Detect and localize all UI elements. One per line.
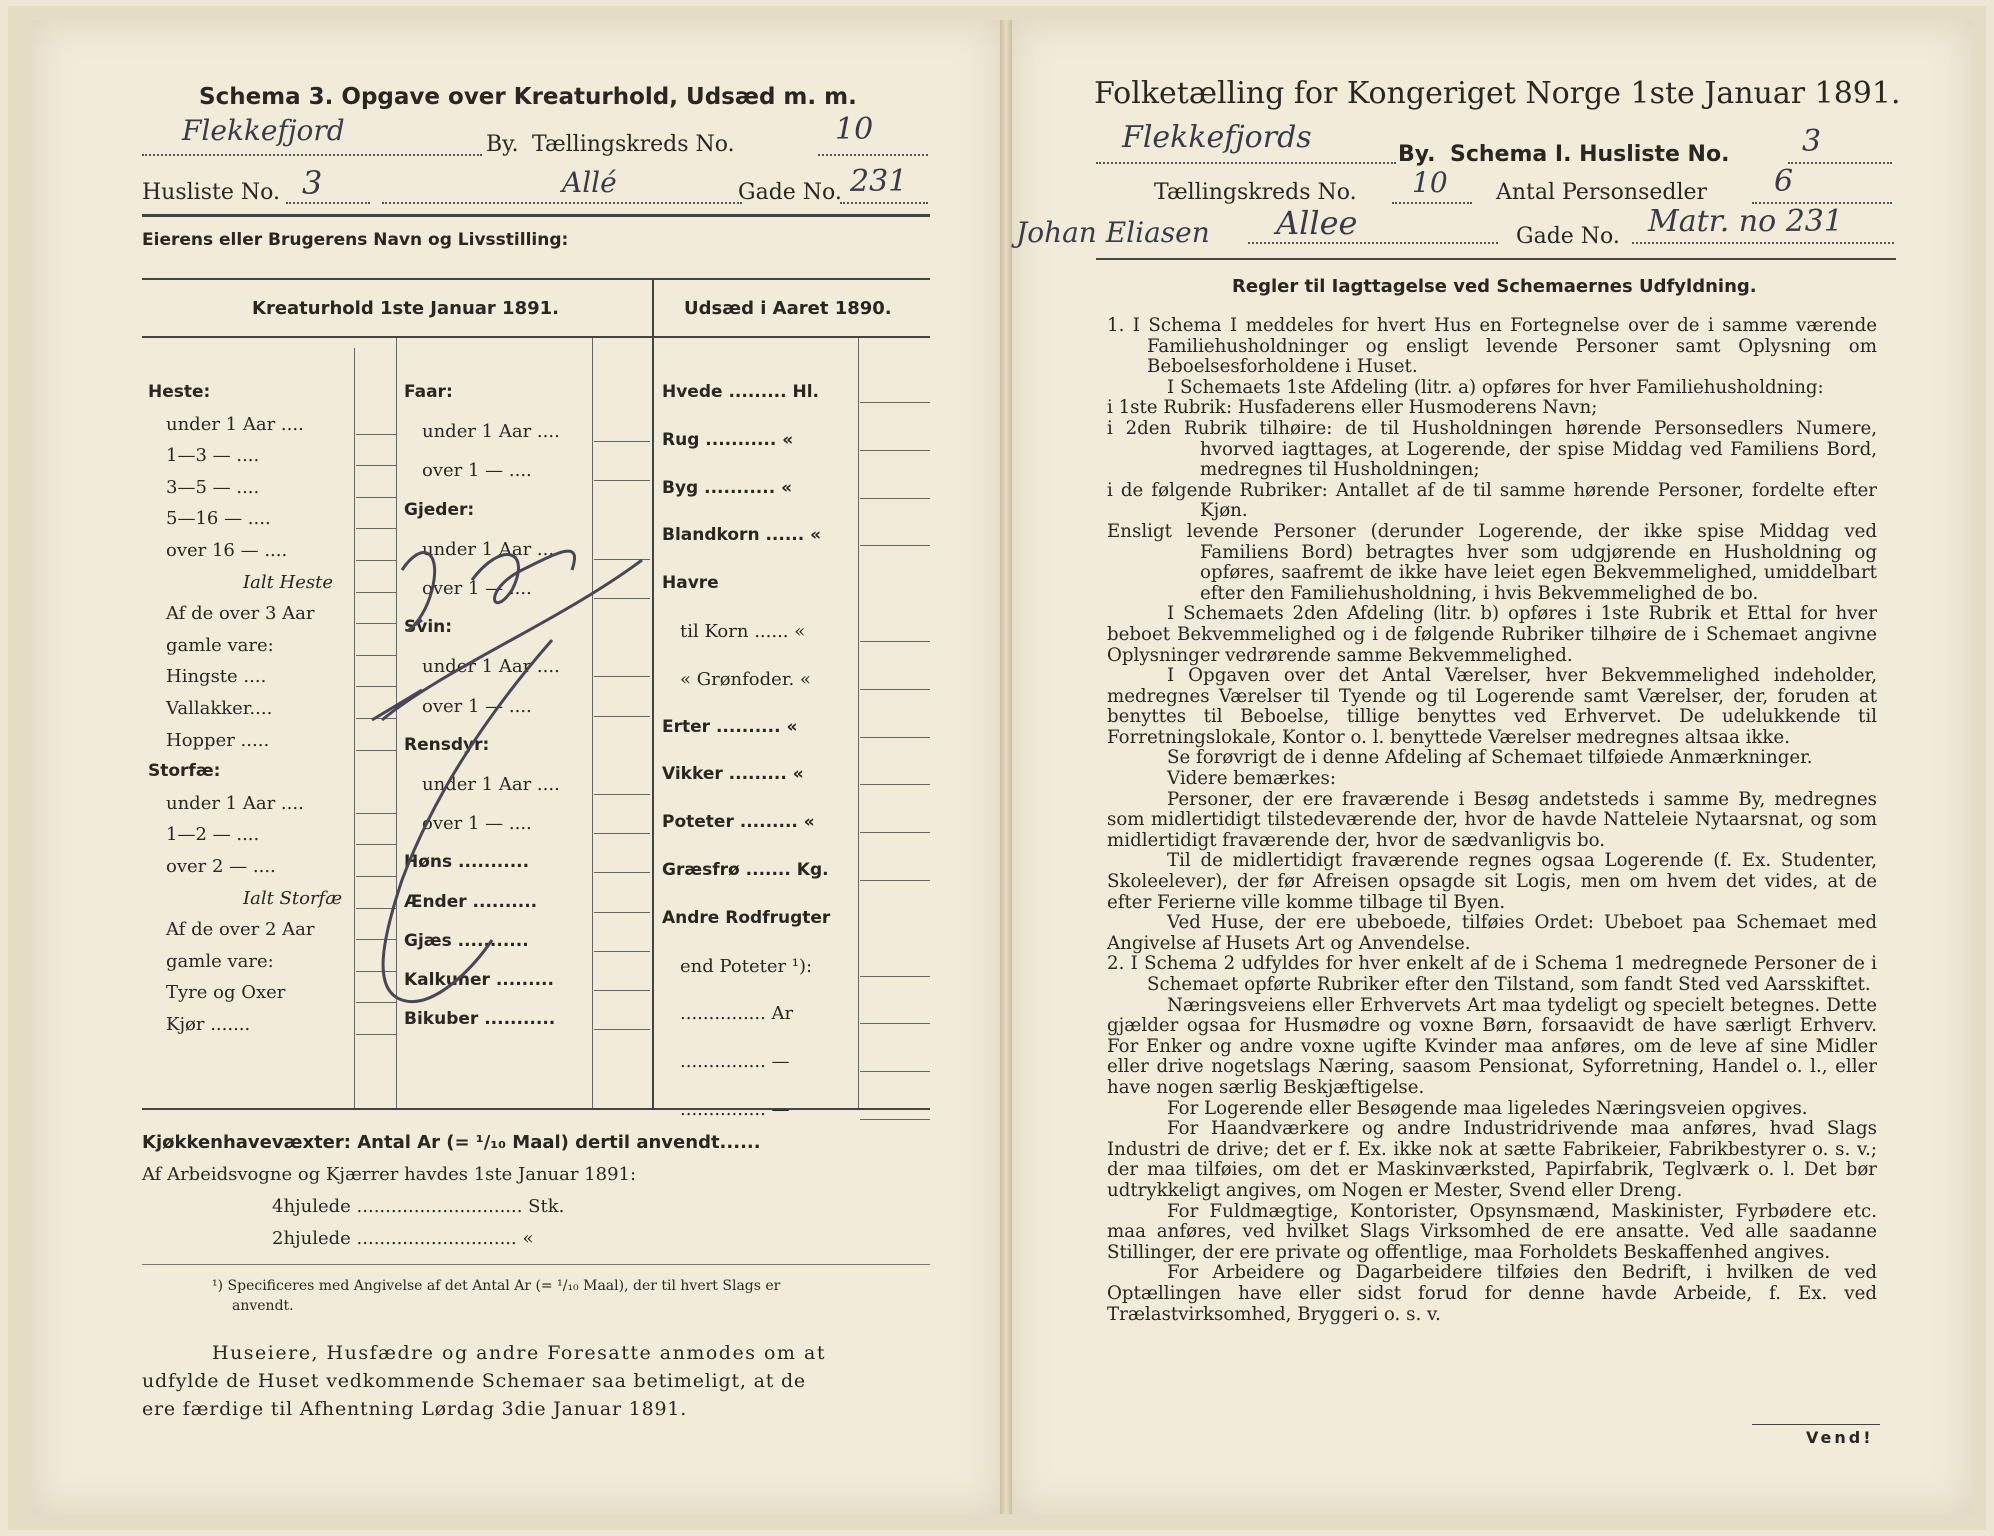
- col2-row-label: over 1 — ....: [422, 578, 532, 599]
- col1-row-label: Kjør .......: [166, 1014, 251, 1035]
- rule-para: For Haandværkere og andre Industridrivende maa anføres, hvad Slags Industri de drive; det er f. Ex. ikke nok at sætte Fabrikeier, Fabrikbestyrer o. s. v.; der maa tilføies, om det er Maskinværksted, Papirfabrik, Teglværk o. l. Det bør udtrykkeligt angives, om Nogen er Mester, Svend eller Dreng.: [1107, 1118, 1877, 1201]
- col2-row-label: Bikuber ...........: [404, 1009, 556, 1030]
- rule-para: Personer, der ere fraværende i Besøg andetsteds i samme By, medregnes som midlertidigt tilstedeværende der, hvor de havde Natteleie Nytaarsnat, og som midlertidigt fraværende der, hvor de sædvanligvis bo.: [1107, 788, 1877, 851]
- vend-label: Vend!: [1806, 1428, 1874, 1447]
- rule-para: Næringsveiens eller Erhvervets Art maa tydeligt og specielt betegnes. Dette gjælder ogsaa for Husmødre og voxne Børn, forsaavidt de have særligt Erhverv. For Enker og andre voxne ugifte Kvinder maa anføres, om de leve af sine Midler eller drive nogetslags Næring, saasom Pensionat, Syforretning, Handel o. l., eller have nogen særlig Beskjæftigelse.: [1107, 994, 1877, 1098]
- col3-row-label: Blandkorn ...... «: [662, 525, 822, 546]
- col1-row-label: over 2 — ....: [166, 856, 276, 877]
- rule-para: I Schemaets 1ste Afdeling (litr. a) opføres for hver Familiehusholdning:: [1167, 376, 1824, 398]
- col2-row-label: under 1 Aar ....: [422, 656, 560, 678]
- rule-para: Videre bemærkes:: [1167, 768, 1336, 790]
- footnote-1: ¹) Specificeres med Angivelse af det Antal Ar (= ¹/₁₀ Maal), der til hvert Slags er: [212, 1278, 781, 1294]
- col3-value-line: [860, 1119, 930, 1120]
- rule-para: i de følgende Rubriker: Antallet af de til samme hørende Personer, fordelte efter Kjøn.: [1107, 479, 1877, 522]
- hw-right-gade-no: Matr. no 231: [1648, 204, 1843, 239]
- left-page-schema-3: [32, 20, 1000, 1514]
- col2-row-label: over 1 — ....: [422, 460, 532, 482]
- col3-row-label: Poteter ......... «: [662, 812, 815, 833]
- schema3-title: Schema 3. Opgave over Kreaturhold, Udsæd m. m.: [199, 84, 857, 110]
- closing-1: Huseiere, Husfædre og andre Foresatte anmodes om at: [212, 1342, 826, 1364]
- table-head-rule: [142, 336, 930, 338]
- hw-antal: 6: [1774, 164, 1794, 199]
- hw-right-kreds: 10: [1412, 166, 1448, 199]
- col1-row-label: Ialt Heste: [243, 571, 334, 593]
- col1-row-label: 1—3 — ....: [166, 445, 260, 467]
- col3-row-label: Græsfrø ....... Kg.: [662, 860, 829, 880]
- rule-para: I Schemaets 2den Afdeling (litr. b) opføres i 1ste Rubrik et Ettal for hver beboet Bekvemmelighed og i de følgende Rubriker tilhøire de i Schemaet angivne Oplysninger vedrørende samme Bekvemmelighed.: [1107, 603, 1877, 666]
- col2-row-label: over 1 — ....: [422, 695, 532, 717]
- col2-value-line: [594, 1029, 650, 1030]
- hw-by: Flekkefjord: [182, 114, 345, 147]
- census-title: Folketælling for Kongeriget Norge 1ste Januar 1891.: [1094, 76, 1901, 111]
- col2-row-label: Gjeder:: [404, 499, 475, 520]
- rule-para: Til de midlertidigt fraværende regnes ogsaa Logerende (f. Ex. Studenter, Skoleelever), der før Afreisen opsagde sit Logis, men om hvem det vides, at de efter Ferierne ville komme tilbage til Byen.: [1107, 850, 1877, 913]
- closing-2: udfylde de Huset vedkommende Schemaer saa betimeligt, at de: [142, 1370, 806, 1392]
- header-rule: [142, 214, 930, 217]
- rule-para: I Opgaven over det Antal Værelser, hver Bekvemmelighed indeholder, medregnes Værelser til Tyende og til Logerende samt Værelser, der, foruden at benyttes til Beboelse, tillige benyttes ved Erhvervet. De udelukkende til Forretningslokale, Kontor o. l. benyttede Værelser medregnes altsaa ikke.: [1107, 665, 1877, 748]
- col2-value-line: [594, 480, 650, 481]
- book-gutter: [1000, 20, 1012, 1514]
- col1-row-label: Hopper .....: [166, 729, 270, 751]
- col2-row-label: over 1 — ....: [422, 813, 532, 835]
- rules-title: Regler til Iagttagelse ved Schemaernes Udfyldning.: [1232, 276, 1757, 297]
- col3-value-line: [860, 402, 930, 403]
- census-spread: [8, 6, 1986, 1530]
- col1-row-label: 5—16 — ....: [166, 508, 271, 530]
- rule-para: 1. I Schema I meddeles for hvert Hus en Fortegnelse over de i samme værende Familiehusholdninger og ensligt levende Personer samt Oplysning om Beboelsesforholdene i Huset.: [1107, 315, 1877, 378]
- col1-row-label: under 1 Aar ....: [166, 792, 304, 814]
- husliste-field-line: [286, 176, 370, 204]
- col3-value-line: [860, 689, 930, 690]
- rule-para: For Arbeidere og Dagarbeidere tilføies den Bedrift, i hvilken de ved Optællingen have eller sidst forud for denne havde Arbeide, f. Ex. ved Trælastvirksomhed, Bryggeri o. s. v.: [1107, 1262, 1877, 1325]
- col3-row-label: Hvede ......... Hl.: [662, 382, 820, 402]
- col3-row-label: ............... —: [680, 1051, 790, 1073]
- closing-3: ere færdige til Afhentning Lørdag 3die Januar 1891.: [142, 1398, 688, 1420]
- hw-husliste: 3: [302, 164, 323, 202]
- col1-row-label: Heste:: [148, 382, 211, 402]
- col3-value-line: [860, 545, 930, 546]
- footnote-rule: [142, 1264, 930, 1265]
- col1-row-label: Tyre og Oxer: [166, 982, 286, 1004]
- col3-row-label: end Poteter ¹):: [680, 955, 813, 977]
- col3-value-line: [860, 498, 930, 499]
- col3-value-line: [860, 880, 930, 881]
- rule-para: For Logerende eller Besøgende maa ligeledes Næringsveien opgives.: [1167, 1097, 1808, 1119]
- col3-value-line: [860, 641, 930, 642]
- col1-row-label: gamle vare:: [166, 950, 274, 972]
- col3-row-label: ............... Ar: [680, 1003, 794, 1025]
- hw-right-gade: Allee: [1276, 204, 1358, 242]
- rule-para: Ved Huse, der ere ubeboede, tilføies Ordet: Ubeboet paa Schemaet med Angivelse af Husets Art og Anvendelse.: [1107, 912, 1877, 954]
- col3-row-label: Andre Rodfrugter: [662, 907, 831, 928]
- rule-para: Se forøvrigt de i denne Afdeling af Schemaet tilføiede Anmærkninger.: [1167, 747, 1813, 769]
- hw-kreds: 10: [835, 112, 874, 147]
- col1-row-label: Vallakker....: [166, 698, 273, 719]
- antal-label: Antal Personsedler: [1496, 180, 1708, 205]
- by-label: By.: [486, 132, 519, 157]
- right-header-rule: [1096, 258, 1896, 260]
- udsaed-header: Udsæd i Aaret 1890.: [684, 298, 892, 319]
- col1-row-label: Af de over 3 Aar: [166, 603, 315, 625]
- antal-line: [1752, 176, 1892, 204]
- col3-row-label: Vikker ......... «: [662, 764, 804, 785]
- owner-label: Eierens eller Brugerens Navn og Livsstilling:: [142, 230, 569, 250]
- col1-row-label: 1—2 — ....: [166, 824, 260, 846]
- col3-row-label: Havre: [662, 573, 719, 594]
- col3-value-line: [860, 737, 930, 738]
- col1-row-label: Ialt Storfæ: [243, 887, 343, 909]
- col2-row-label: under 1 Aar ....: [422, 774, 560, 795]
- vend-rule: [1752, 1424, 1880, 1425]
- col2-value-line: [594, 441, 650, 442]
- col3-row-label: ............... —: [680, 1099, 790, 1120]
- rule-para: 2. I Schema 2 udfyldes for hver enkelt af de i Schema 1 medregnede Personer de i Schemaet opførte Rubriker efter den Tilstand, som fandt Sted ved Aarsskiftet.: [1107, 953, 1877, 995]
- col3-value-line: [860, 1071, 930, 1072]
- right-by-label: By.: [1398, 142, 1436, 167]
- rule-para: i 1ste Rubrik: Husfaderens eller Husmoderens Navn;: [1107, 397, 1598, 419]
- col2-row-label: Ænder ..........: [404, 891, 538, 912]
- col1-val-line: [354, 348, 355, 1108]
- rules-body: [1107, 316, 1877, 1325]
- col1-row-label: Storfæ:: [148, 761, 221, 782]
- col2-row-label: Gjæs ...........: [404, 930, 529, 951]
- col3-value-line: [860, 832, 930, 833]
- hw-owner: Johan Eliasen: [1016, 216, 1210, 249]
- right-kreds-label: Tællingskreds No.: [1154, 180, 1357, 205]
- col2-row-label: Rensdyr:: [404, 734, 490, 755]
- col3-row-label: « Grønfoder. «: [680, 668, 811, 690]
- col3-value-line: [860, 784, 930, 785]
- col1-row-label: Hingste ....: [166, 666, 267, 688]
- hw-gade-no: 231: [850, 164, 908, 199]
- rule-para: Ensligt levende Personer (derunder Logerende, der ikke spise Middag ved Familiens Bord) betragtes hver som udgjørende en Husholdning og opføres, saafremt de ikke have leiet egen Bekvemmelighed, umiddelbart efter den Familiehusholdning, i hvis Bekvemmelighed de bo.: [1107, 520, 1877, 604]
- col1-row-label: under 1 Aar ....: [166, 413, 304, 435]
- col1-value-line: [356, 1034, 396, 1035]
- schema-husliste-label: Schema I. Husliste No.: [1450, 142, 1730, 167]
- col3-row-label: Byg ........... «: [662, 477, 793, 498]
- gade-label: Gade No.: [738, 180, 842, 205]
- col1-row-label: 3—5 — ....: [166, 476, 260, 498]
- col3-value-line: [860, 450, 930, 451]
- col1-row-label: over 16 — ....: [166, 540, 288, 561]
- husliste-label: Husliste No.: [142, 180, 280, 205]
- hw-gade: Allé: [562, 166, 617, 199]
- col2-row-label: under 1 Aar ....: [422, 421, 560, 443]
- hjul2-line: 2hjulede ............................ «: [272, 1228, 534, 1249]
- table-top-rule: [142, 278, 930, 280]
- hw-right-by: Flekkefjords: [1122, 120, 1312, 155]
- col3-value-line: [860, 976, 930, 977]
- col2-row-label: Faar:: [404, 382, 453, 402]
- col1-row-label: Af de over 2 Aar: [166, 919, 315, 941]
- col3-row-label: Erter .......... «: [662, 716, 798, 737]
- col2-row-label: Svin:: [404, 617, 453, 638]
- right-gade-label: Gade No.: [1516, 224, 1620, 249]
- table-bottom-rule: [142, 1108, 930, 1110]
- rule-para: For Fuldmægtige, Kontorister, Opsynsmænd, Maskinister, Fyrbødere etc. maa anføres, ved hvilket Slags Virksomhed de ere ansatte. Ved alle saadanne Stillinger, der ere private og offentlige, maa Forholdets Beskaffenhed angives.: [1107, 1200, 1877, 1263]
- col3-val-line: [858, 338, 859, 1108]
- col3-row-label: Rug ........... «: [662, 429, 794, 450]
- col1-value-line: [356, 497, 396, 498]
- col3-row-label: til Korn ...... «: [680, 621, 806, 642]
- col1-value-line: [356, 465, 396, 466]
- hw-right-husliste: 3: [1802, 124, 1822, 159]
- kjokken-line: Kjøkkenhavevæxter: Antal Ar (= ¹/₁₀ Maal) dertil anvendt......: [142, 1132, 761, 1153]
- col2-row-label: Kalkuner .........: [404, 970, 554, 990]
- kreatur-header: Kreaturhold 1ste Januar 1891.: [252, 298, 559, 319]
- handwritten-signature: [362, 500, 682, 1020]
- col2-row-label: under 1 Aar ....: [422, 538, 560, 560]
- col1-value-line: [356, 434, 396, 435]
- footnote-2: anvendt.: [232, 1298, 294, 1314]
- arbeids-line: Af Arbeidsvogne og Kjærrer havdes 1ste Januar 1891:: [142, 1164, 637, 1185]
- col1-row-label: gamle vare:: [166, 634, 274, 656]
- col3-value-line: [860, 1023, 930, 1024]
- rule-para: i 2den Rubrik tilhøire: de til Husholdningen hørende Personsedlers Numere, hvorved iagttages, at Logerende, der spise Middag ved Familiens Bord, medregnes til Husholdningen;: [1107, 417, 1877, 481]
- hjul4-line: 4hjulede ............................. Stk.: [272, 1196, 565, 1217]
- kreds-label: Tællingskreds No.: [532, 132, 735, 157]
- col2-row-label: Høns ...........: [404, 852, 530, 873]
- right-page-schema-1: [1012, 20, 1972, 1514]
